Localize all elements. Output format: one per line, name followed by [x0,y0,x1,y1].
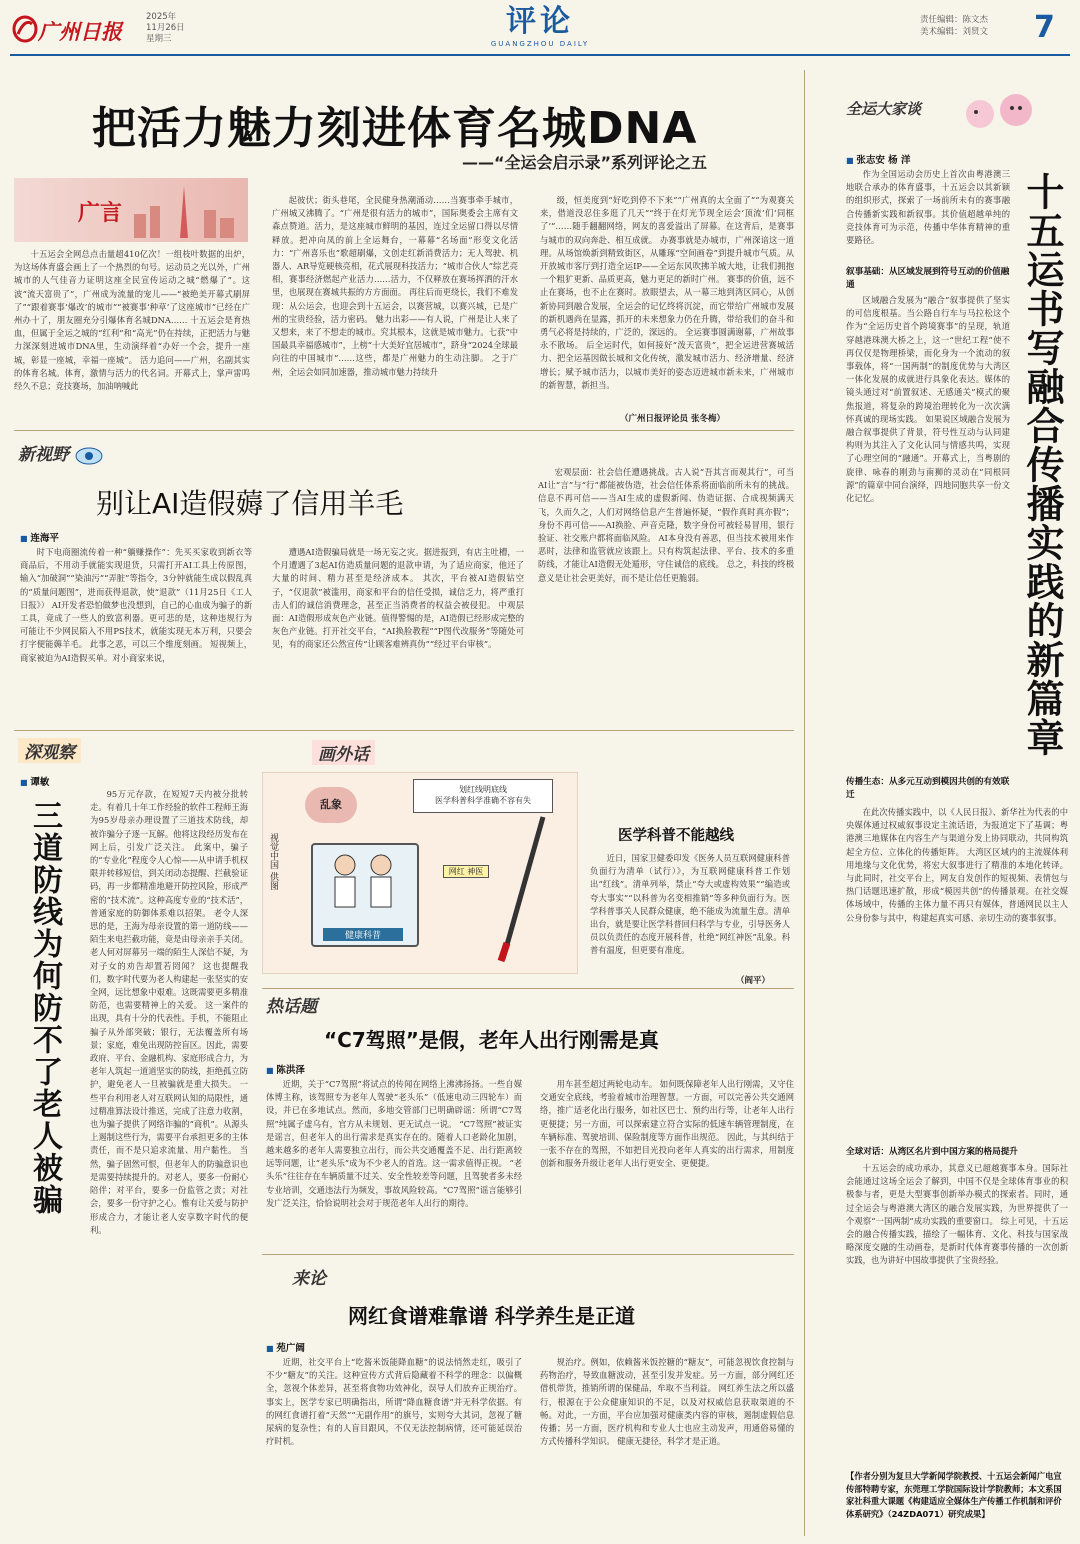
lead-title: 把活力魅力刻进体育名城DNA [92,103,698,154]
lead-column-badge [14,178,248,242]
lead-column-name: 广言 [78,200,123,226]
lead-col3-text: 级，恒美度到“好吃到停不下来”“广州真的太全面了”“为观赛关来，借道没忍住多逛了几天”“终于在灯光节现全运会‘顶流’们‘同框了’”……随手翻翻网络，网友的喜爱溢出了屏幕。在这背后，是赛事与城市的双向奔赴、相互成就。 办赛事就是办城市，广州深谙这一道理。从场馆焕新到精致街区，从雕琢“空间画卷”到提升城市气质。从开放城市客厅到打造全运IP——全运东风吹拂羊城大地，让我们拥抱一个粗犷更新、品质更高，魅力更足的新时广州。 赛事的价值，远不止在赛场，也不止在赛时。放眼望去，从一幕三地到湾区同心，从创新协同到融合发展，全运会的记忆终将沉淀，而它带给广州城市发展的新机遇尚在显露，抓开的未来想象力仍在升腾，带给我们的奋斗和勇气必将是持续的，广泛的，深远的。 全运赛事圆满谢幕，广州故事永不散场。 后全运时代，如何接好“泼天富贵”，把全运进营赛城活力、把全运基因做长城和文化传统，激发城市活力、经济增量、经济增长；赋予城市活力，以城市美好的姿态迈进城市新未来，广州城市的新智慧，新担当。 [540,195,794,390]
section-name: 评论 [506,4,574,39]
feature-heading-2: 传播生态：从多元互动到模因共创的有效联迁 [846,777,1010,800]
cartoon-label-influencer: 网红 神医 [443,865,489,878]
feature-heading-3: 全球对话：从湾区名片到中国方案的格局提升 [846,1147,1018,1157]
c7-col2-text: 用车甚至超过两轮电动车。 如何既保障老年人出行刚需，又守住交通安全底线，考验着城市治理智慧。一方面，可以完善公共交通网络，推广适老化出行服务，如社区巴士、预约出行等，让老年人出行更便捷；另一方面，可以探索建立符合实际的低速车辆管理制度，在车辆标准、驾驶培训、保险制度等方面作出规范。 因此，与其纠结于一张不存在的驾照，不如把目光投向老年人真实的出行需求，用制度创新和服务升级让老年人出行更安全、更便捷。 [540,1079,794,1169]
cartoon-label-redline: 划红线明底线 [459,785,507,794]
page-number: 7 [1034,10,1055,45]
c7-column-badge [266,992,317,1017]
cartoon-column-name: 画外话 [318,745,369,765]
feature-column-name: 全运大家谈 [846,100,922,118]
diet-col1 [266,1356,522,1536]
cartoon-screen [311,843,419,947]
c7-col2 [540,1078,794,1246]
diet-col2-text: 规治疗。例如，依赖酱米饭控糖的“糖友”，可能忽视饮食控制与药物治疗，导致血糖波动，甚至引发并发症。另一方面，部分网红还借机带货，推销所谓的保健品，牟取不当利益。 网红养生法之所以盛行，根源在于公众健康知识的不足，以及对权威信息获取渠道的不畅。对此，一方面，平台应加强对健康类内容的审核，遏制虚假信息传播；另一方面，医疗机构和专业人士也应主动发声，用通俗易懂的方式传播科学知识。 健康无捷径，科学才是正道。 [540,1357,794,1447]
c7-col1-text: 近期，关于“C7驾照”将试点的传闻在网络上沸沸扬扬。一些自媒体博主称，该驾照专为老年人驾驶“老头乐”（低速电动三四轮车）而设，并已在多地试点。然而，多地交管部门已明确辟谣：所谓“C7驾照”纯属子虚乌有，官方从未规划、更无试点一说。 “C7驾照”被证实是谣言，但老年人的出行需求是真实存在的。随着人口老龄化加剧，越来越多的老年人需要独立出行，而公共交通覆盖不足、出行距离较远等问题，让“老头乐”成为不少老人的首选。这一需求值得正视。 “老头乐”往往存在车辆质量不过关、安全性较差等问题，且驾驶者多未经专业培训，交通违法行为频发，事故风险较高。“C7驾照”谣言能够引发广泛关注，恰恰说明社会对于规范老年人出行的期待。 [266,1079,522,1208]
feature-para-3 [846,1162,1068,1462]
feature-para-1-text: 区域融合发展为“融合”叙事提供了坚实的可信度根基。当公路自行车与马拉松这个作为“全运历史首个跨境赛事”的呈现，轨道穿越港珠澳大桥之上，这一“世纪工程”使不再仅仅是物理桥梁，而化身为一个流动的叙事载体，将“一国两制”的制度优势与大湾区一体化发展的成就进行具象化表达。媒体的镜头通过对“前置叙述、无感通关”模式的聚焦报道，将复杂的跨境治理转化为一次次满怀真诚的现场实践。 如果说区域融合发展为融合叙事提供了背景，符号性互动与认同建构则为其注入了文化认同与情感共鸣，实现了心理空间的“融通”。开幕式上，当粤剧的旋律、咏春的刚劲与南狮的灵动在“同根同源”的篇章中同台演绎，四地同胞共享一份文化记忆。 [846,295,1010,504]
section-title [0,4,1080,48]
lead-col3 [540,194,794,410]
diet-column-badge [292,1264,326,1289]
elderly-author: ■ 谭敏 [20,774,49,788]
diet-column-name: 来论 [292,1269,326,1289]
ai-column-name: 新视野 [18,445,69,465]
cartoon-label-science: 健康科普 [323,928,403,941]
cartoon-label-chaos: 乱象 [305,787,357,823]
c7-column-name: 热话题 [266,997,317,1017]
diet-col2 [540,1356,794,1536]
masthead [0,0,1080,60]
feature-column-badge [846,98,921,119]
ai-col1-text: 时下电商圈流传着一种“躺赚操作”：先买买家收到新衣等商品后，不用动手就能实现退货，只需打开AI工具上传原图，输入“加破洞”“染油污”“弄脏”等指令，3分钟就能生成以假乱真的“质量问题图”，进而获得退款，使“退款”（11月25日《工人日报》） AI开发者恐怕做梦也没想到，自己的心血成为骗子的新工具，竟成了一些人的致富利器。更可悲的是，这种违规行为可能让不少网民陷入不用PS技术，就能实现无本万利，只要会打字便能薅羊毛。 此事之恶，可以三个维度刻画。 短视频上，商家被迫为AI造假买单。对小商家来说， [20,547,252,663]
c7-col1 [266,1078,522,1246]
cartoon-credit: 视觉中国 供图 [268,833,278,890]
cartoon-body [590,852,790,974]
ai-col1 [20,546,252,726]
cartoon-illustration [262,772,578,974]
ai-col3 [538,466,794,728]
cartoon-title: 医学科普不能越线 [618,828,734,844]
cartoon-byline: （阎平） [736,976,771,986]
feature-intro [846,168,1010,264]
date-day: 11月26日 [146,23,185,33]
date-weekday: 星期三 [146,34,172,44]
feature-intro-text: 作为全国运动会历史上首次由粤港澳三地联合承办的体育盛事，十五运会以其新颖的组织形式，探索了一场前所未有的赛事融合传播新实践和新叙事。其价值超越单纯的竞技体育可为示范，传播中华体育精神的重要路径。 [846,169,1010,246]
canton-tower-icon [124,184,244,238]
doctor-figures-icon [313,845,413,915]
lead-col1 [14,248,250,424]
cartoon-column-badge [312,740,375,765]
feature-para-2-text: 在此次传播实践中，以《人民日报》、新华社为代表的中央媒体通过权威叙事设定主流话语，为报道定下了基调；粤港澳三地媒体在内容生产与渠道分发上协同联动，共同构筑起全方位、立体化的传播矩阵。 大湾区区域内的主流媒体利用地缘与文化优势，将宏大叙事进行了精准的本地化转译。与此同时，社交平台上，网友自发创作的短视频、表情包与热门话题迅速扩散，形成“模因共创”的传播景观。在社交媒体场域中，传播的主体力量不再只有媒体，普通网民以主人公身份参与其中，构建起真实可感、亲切生动的赛事叙事。 [846,807,1068,923]
feature-heading-1: 叙事基础：从区域发展到符号互动的价值融通 [846,267,1010,290]
section-name-en: GUANGZHOU DAILY [490,40,590,48]
diet-col1-text: 近期，社交平台上“吃酱米饭能降血糖”的说法悄然走红，吸引了不少“糖友”的关注。这种宣传方式背后隐藏着不科学的理念：以偏概全，忽视个体差异，甚至将食物功效神化，误导人们放弃正规治疗。 事实上，医学专家已明确指出，所谓“降血糖食谱”并无科学依据。有的网红食谱打着“天然”“无副作用”的旗号，实则夸大其词，忽视了糖尿病的复杂性；有的人盲目跟风，不仅无法控制病情，还可能延误治疗时机。 [266,1357,522,1447]
red-pen-icon [493,813,553,963]
mascot-icon [960,80,1040,140]
elderly-body-continued-text [20,1262,248,1275]
elderly-body-continued [20,1262,248,1536]
c7-title: “C7驾照”是假，老年人出行刚需是真 [324,1028,659,1052]
feature-para-3-text: 十五运会的成功承办，其意义已超越赛事本身。国际社会能通过这场全运会了解到，中国不仅是全球体育事业的积极参与者，更是大型赛事创新举办模式的探索者。同时，通过全运会与粤港澳大湾区的融合发展实践，为世界提供了一个观察“一国两制”成功实践的重要窗口。 综上可见，十五运会的融合传播实践，描绘了一幅体育、文化、科技与国家战略深度交融的生动画卷，是新时代体育赛事传播的一次创新实践，也为讲好中国故事提供了宝贵经验。 [846,1163,1068,1266]
cartoon-body-text: 近日，国家卫健委印发《医务人员互联网健康科普负面行为清单（试行）》，为互联网健康科普工作划出“红线”。清单列举，禁止“夸大或虚构效果”“编造或夸大事实”“以科普为名变相推销”等多种负面行为。医学科普事关人民群众健康，绝不能成为流量生意。清单出台，就是要让医学科普回归科学与专业，引导医务人员以负责任的态度开展科普，杜绝“网红神医”乱象。科普有温度，但更要有准度。 [590,853,790,956]
lead-col2 [272,194,518,424]
ai-author: ■ 连海平 [20,530,59,544]
elderly-title: 三道防线为何防不了老人被骗 [27,800,62,1216]
diet-title: 网红食谱难靠谱 科学养生是正道 [348,1304,635,1328]
lead-col1-text: 十五运会全网总点击量超410亿次！一组枝叶数据的出炉，为这场体育盛会画上了一个热烈的句号。运动员之光以外，广州城市的人气佳音力证明这座全民宣传运动之城“燃爆了”。这波“流天富贵了”，广州成为流量的宠儿——“被绝美开幕式刷屏了”“跟着赛事‘爆改’的城市”“被赛事‘种草’了这座城市”已经在广州办十了，朋友圈充分引爆体育名城DNA…… 十五运会是育热血，但属于全运之城的“红利”和“高光”仍在持续，正把活力与魅力深深刻进城市DNA里，生动演绎着“办好一个会，提升一座城，彰显一座城，幸福一座城”。 活力追问——广州，名副其实的体育名城。体育，激情与活力的代名词。开幕式上，掌声雷鸣经久不息；竞技赛场，加油呐喊此 [14,249,250,392]
c7-author: ■ 陈洪泽 [266,1062,305,1076]
eye-icon [75,447,103,465]
lead-subtitle: ——“全运会启示录”系列评论之五 [462,153,708,172]
art-editor-name: 美术编辑：刘贤文 [920,27,989,37]
skyline-graphic [124,184,244,238]
feature-footnote: 【作者分别为复旦大学新闻学院教授、十五运会新闻广电宣传部特聘专家，东莞理工学院国际设计学院教师；本文系国家社科重大课题《构建适应全媒体生产传播工作机制和评价体系研究》（24ZDA071）研究成果】 [846,1471,1062,1519]
elderly-body-text: 95万元存款，在短短7天内被分批转走。有着几十年工作经验的软件工程师王海为95岁母亲办理设置了三道技术防线，却被诈骗分子逐一瓦解。他将这段经历发布在网上后，引发广泛关注。 此案中，骗子的“专业化”程度令人心惊——从申请手机权限并转移短信，到关闭动态提醒、拦截验证码，再一步都精准地避开防控风险，形成严密的“技术流”。这种高度专业的“技术活”，普通家庭的防御体系难以招架。 老令人深思的是，王海为母亲设置的第一道防线——陌生来电拦截功能，竟是由母亲亲手关闭。老人何对屏幕另一端的陌生人深信不疑，为对子女的劝告却置若罔闻？ 这也提醒我们，数字时代要为老人构建起一张坚实的安全网，远比想象中艰难。这既需要更多精准防范，也需要精神上的关爱。 这一案件的出现，具有十分的代表性。手机，不能阻止骗子从外部突破；银行，无法覆盖所有场景；家庭，难免出现防控盲区。因此，需要政府、平台、金融机构、家庭形成合力，为老年人筑起一道道坚实的防线，拒绝孤立防护，避免老人一旦被骗就是重大损失。 一些平台利用老人对互联网认知的局限性，通过精准算法设计推送，完成了注意力收割，也为骗子提供了网络诈骗的“商机”。从源头上遏制这些行为，需要平台承担更多的主体责任，而不是只追求流量、用户黏性。 当然，骗子固然可恨，但老年人的防骗意识也是需要持续提升的。对老人，要多一份耐心陪伴；对平台，要多一份监管之责；对社会，要多一份守护之心。惟有让关爱与防护形成合力，才能让老人安享数字时代的便利。 [90,789,248,1235]
ai-column-badge [18,440,103,465]
editor-credits [920,14,988,38]
diet-author: ■ 苑广阔 [266,1340,305,1354]
ai-title: 别让AI造假薅了信用羊毛 [96,487,404,520]
lead-col2-text: 起彼伏；街头巷尾，全民健身热潮涌动……当赛事牵手城市，广州城又沸腾了。“广州是很有活力的城市”，国际奥委会主席有文森点赞道。活力，是这座城市鲜明的基因，连过全运留口得以尽情释放。把冲向凤的前上全运舞台，一幕幕“名场面”形变文化活力：“广州喜乐也”歌超刷爆，文创走红新消费活力；无人驾驶、机器人、AR导览硬核亮相，花式展现科技活力；“城市合伙人”综艺亮相，赛事经济燃起产业活力……活力，不仅释放在赛场挥洒的汗水里，也展现在赛城共振的方方面面。 再往后而更绕长，我们不难发现：从公运会，也迎会到十五运会，以赛营城，以赛兴城，已是广州的宝贵经验，活力密码。 魅力出彩——有人说，广州是让人来了又想来，来了不想走的城市。究其根本，这就是城市魅力。七获“中国最具幸福感城市”，上榜“十大美好宜居城市”，跻身“2024全球最向往的中国城市”……这些，都是广州魅力的生动注脚。 之于广州，全运会如同加速器，推动城市魅力持续升 [272,195,518,377]
lead-byline: （广州日报评论员 张冬梅） [620,414,725,424]
ai-col3-text: 宏观层面：社会信任遭遇挑战。古人说“吾其言而观其行”，可当AI让“言”与“行”都能被伪造，社会信任体系将面临前所未有的挑战。信息不再可信——当AI生成的虚假新闻、伪造证据、合成视频满天飞，久而久之，人们对网络信息产生普遍怀疑，“假作真时真亦假”；身份不再可信——AI换脸、声音克隆，数字身份可被轻易冒用，银行验证、社交账户都将面临风险。 AI本身没有善恶，但当技术被用来作恶时，法律和监管就应该跟上。只有构筑起法律、平台、技术的多重防线，才能让AI造假无处遁形，守住诚信的底线。 总之，科技的终极意义是让社会更美好，而不是让信任更脆弱。 [538,467,794,583]
ai-col2 [272,546,524,726]
feature-para-2 [846,806,1068,1138]
feature-para-1 [846,294,1010,770]
feature-authors: ■ 张志安 杨 洋 [846,152,910,166]
elderly-column-badge [18,738,81,763]
ai-col2-text: 遭遇AI造假骗局就是一场无妄之灾。据进报到，有店主吐槽，一个月遭遇了3起AI仿造质量问题的退款申请，为了适应商家，他还了大量的时间、精力甚至是经济成本。 其次，平台被AI造假钻空子，“仅退款”被滥用，商家和平台的信任受损，诚信乏力，将严重打击人们的诚信消费理念，甚至正当消费者的权益会被侵犯。 中观层面：AI造假形成灰色产业链。值得警惕的是，AI造假已经形成完整的灰色产业链。打开社交平台，“AI换脸教程”“P图代改服务”等随处可见，有的商家还公然宣传“让顾客难辨真伪”“经过平台审核”。 [272,547,524,650]
editor-name: 责任编辑：陈文杰 [920,15,989,25]
elderly-body [90,788,248,1256]
cartoon-label-accuracy: 医学科普科学准确不容有失 [435,796,531,805]
logo-text: 广州日报 [38,19,122,44]
elderly-column-name: 深观察 [24,743,75,763]
cartoon-sign [413,779,553,813]
date-year: 2025年 [146,12,177,22]
feature-title: 十五运书写融合传播实践的新篇章 [1020,172,1064,757]
